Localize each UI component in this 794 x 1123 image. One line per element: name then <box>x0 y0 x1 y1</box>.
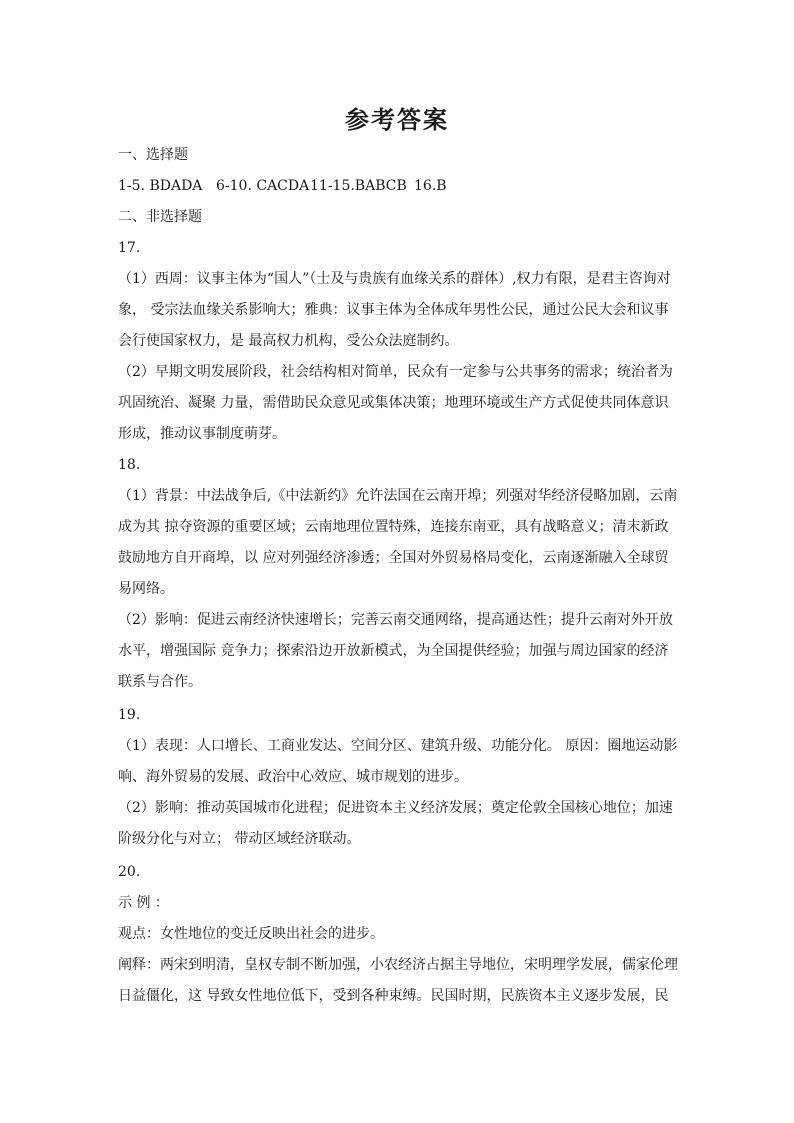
question-number: 20. <box>118 864 141 880</box>
answer-line: 易网络。 <box>118 581 174 597</box>
answer-line: 阶级分化与对立； 带动区域经济联动。 <box>118 831 361 847</box>
answer-group: 6-10. CACDA <box>216 178 310 194</box>
viewpoint-line: 观点：女性地位的变迁反映出社会的进步。 <box>118 926 384 942</box>
answer-group: 1-5. BDADA <box>118 178 203 194</box>
section-heading-nonchoice: 二、非选择题 <box>118 209 202 225</box>
answer-line: 形成，推动议事制度萌芽。 <box>118 426 286 442</box>
answer-line: （1）西周：议事主体为“国人”（士及与贵族有血缘关系的群体）,权力有限，是君主咨询对 <box>118 271 671 287</box>
answer-line: （1）表现：人口增长、工商业发达、空间分区、建筑升级、功能分化。 原因：圈地运动影 <box>118 738 678 754</box>
answer-line: 巩固统治、凝聚 力量，需借助民众意见或集体决策；地理环境或生产方式促使共同体意识 <box>118 395 669 411</box>
answer-line: 象， 受宗法血缘关系影响大；雅典：议事主体为全体成年男性公民，通过公民大会和议事 <box>118 302 669 318</box>
answer-line: 响、海外贸易的发展、政治中心效应、城市规划的进步。 <box>118 769 468 785</box>
page-title: 参考答案 <box>345 105 449 134</box>
answer-line: 阐释：两宋到明清，皇权专制不断加强，小农经济占据主导地位，宋明理学发展，儒家伦理 <box>118 957 678 973</box>
answer-line: 鼓励地方自开商埠，以 应对列强经济渗透；全国对外贸易格局变化，云南逐渐融入全球贸 <box>118 550 669 566</box>
answer-group: 16.B <box>414 178 447 194</box>
choice-answers <box>118 176 678 196</box>
answer-group: 11-15.BABCB <box>310 178 407 194</box>
answer-line: 水平，增强国际 竞争力；探索沿边开放新模式，为全国提供经验；加强与周边国家的经济 <box>118 643 669 659</box>
answer-line: （2）影响：推动英国城市化进程；促进资本主义经济发展；奠定伦敦全国核心地位；加速 <box>118 800 673 816</box>
answer-line: （2）影响：促进云南经济快速增长；完善云南交通网络，提高通达性；提升云南对外开放 <box>118 612 673 628</box>
question-number: 19. <box>118 707 141 723</box>
section-heading-choice: 一、选择题 <box>118 147 188 163</box>
example-label: 示 例 ： <box>118 895 169 911</box>
answer-line: 会行使国家权力，是 最高权力机构，受公众法庭制约。 <box>118 333 459 349</box>
answer-line: 联系与合作。 <box>118 674 202 690</box>
question-number: 17. <box>118 240 141 256</box>
answer-line: （1）背景：中法战争后,《中法新约》允许法国在云南开埠；列强对华经济侵略加剧，云南 <box>118 488 678 504</box>
answer-line: （2）早期文明发展阶段，社会结构相对简单，民众有一定参与公共事务的需求；统治者为 <box>118 364 673 380</box>
answer-line: 日益僵化，这 导致女性地位低下，受到各种束缚。民国时期，民族资本主义逐步发展，民 <box>118 988 669 1004</box>
question-number: 18. <box>118 457 141 473</box>
answer-line: 成为其 掠夺资源的重要区域；云南地理位置特殊，连接东南亚，具有战略意义；清末新政 <box>118 519 669 535</box>
